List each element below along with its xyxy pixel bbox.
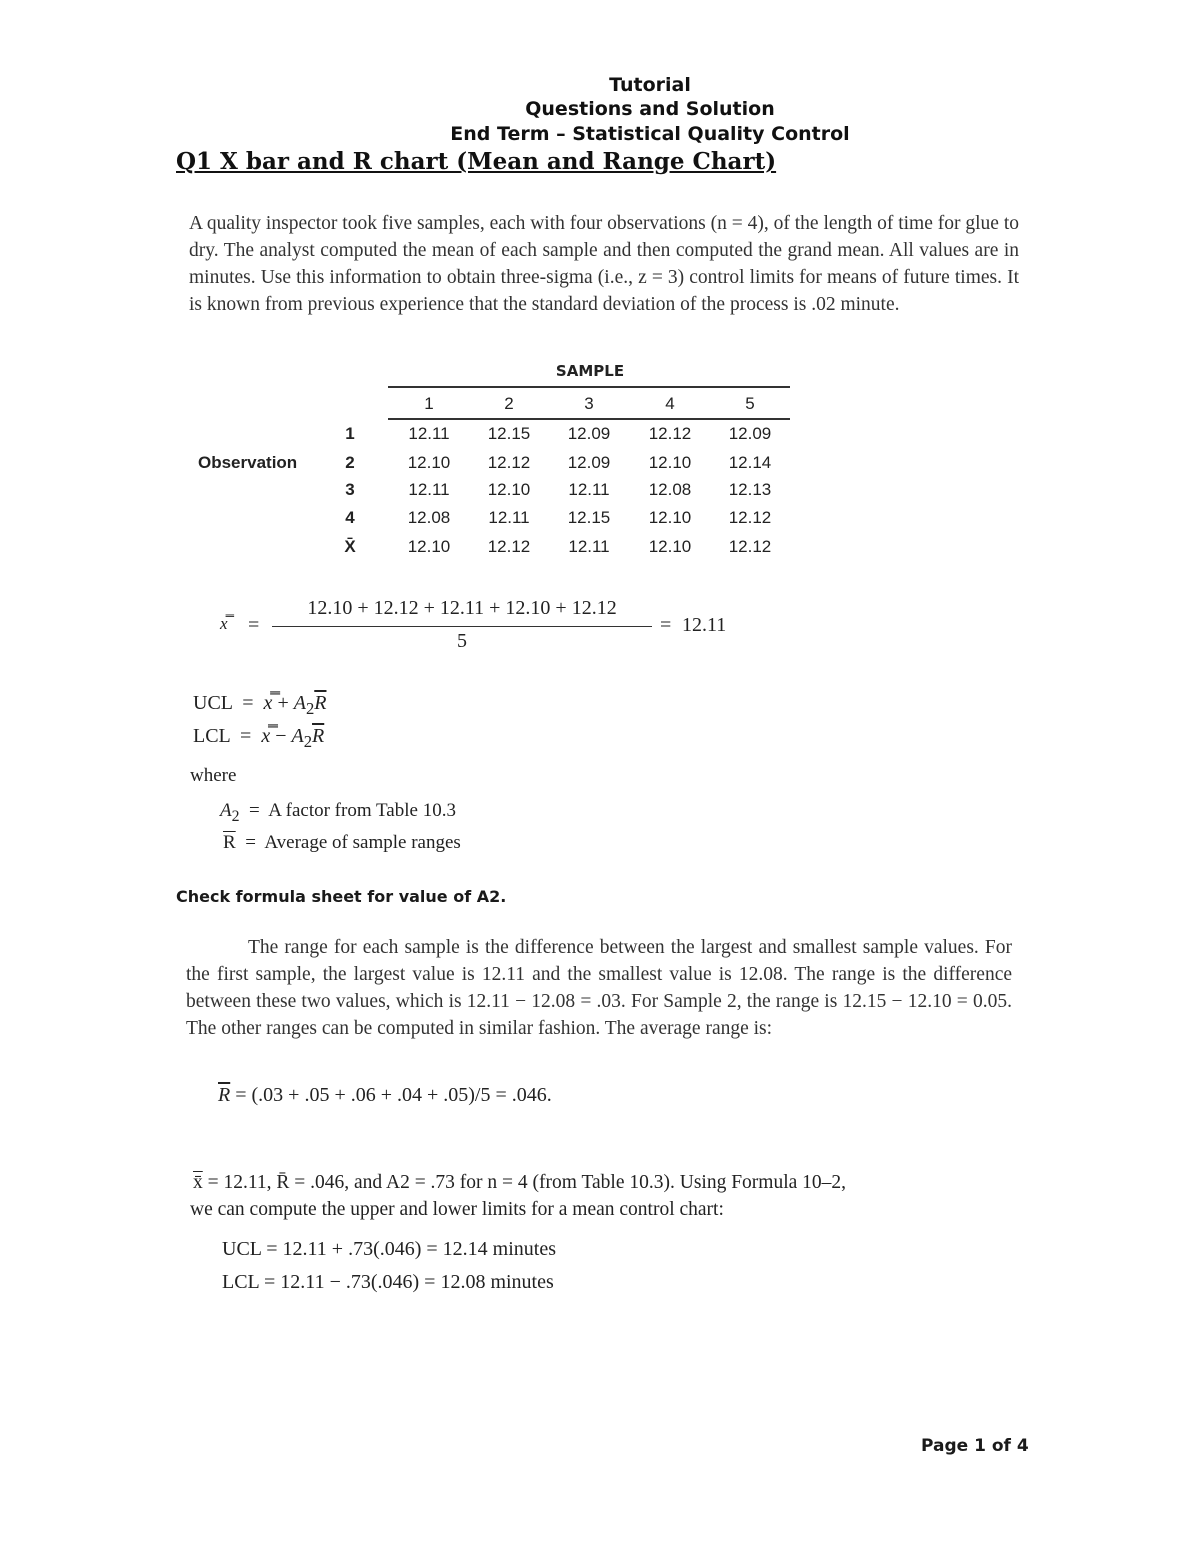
- rbar-definition: $\overline{R}$ = Average of sample ranges: [223, 832, 461, 853]
- equals-sign: =: [248, 614, 260, 636]
- table-cell: 12.14: [728, 453, 772, 472]
- range-paragraph: The range for each sample is the difference between the largest and smallest sample values. For the first sample, the largest value is 12.11 and the smallest value is 12.08. The range is the difference between these two values, which is 12.11 − 12.08 = .03. For Sample 2, the range is 12.15 − 12.10 = 0.05. The other ranges can be computed in similar fashion. The average range is:: [186, 937, 1012, 1039]
- table-cell: 12.10: [487, 480, 531, 499]
- table-top-rule: [388, 386, 790, 388]
- doc-header-line-3: End Term – Statistical Quality Control: [450, 123, 850, 145]
- table-cell: 12.12: [487, 453, 531, 472]
- rbar-definition-text: Average of sample ranges: [264, 832, 461, 853]
- question-title: Q1 X bar and R chart (Mean and Range Chart): [176, 148, 777, 175]
- grand-mean-equation: [220, 597, 740, 660]
- table-cell: 12.11: [568, 480, 610, 499]
- row-label: 3: [345, 480, 355, 499]
- table-cell: 12.11: [568, 537, 610, 556]
- row-label: X̄: [344, 537, 356, 556]
- table-cell: 12.10: [407, 537, 451, 556]
- grand-mean-result: 12.11: [682, 614, 727, 636]
- table-cell: 12.12: [487, 537, 531, 556]
- table-cell: 12.09: [567, 453, 611, 472]
- table-cell: 12.11: [488, 508, 530, 527]
- sample-number: 1: [424, 394, 434, 413]
- summary-line-2: we can compute the upper and lower limits for a mean control chart:: [190, 1199, 724, 1220]
- intro-paragraph: A quality inspector took five samples, each with four observations (n = 4), of the length of time for glue to dry. The analyst computed the mean of each sample and then computed the grand mean. All values are in minutes. Use this information to obtain three-sigma (i.e., z = 3) control limits for means of future times. It is known from previous experience that the standard deviation of the process is .02 minute.: [189, 213, 1019, 315]
- table-cell: 12.08: [648, 480, 692, 499]
- grand-mean-symbol: x̿: [220, 614, 228, 633]
- ucl-result: [222, 1238, 556, 1261]
- sample-header: SAMPLE: [555, 362, 625, 380]
- lcl-result-value: = 12.11 − .73(.046) = 12.08 minutes: [264, 1271, 554, 1293]
- table-cell: 12.12: [728, 508, 772, 527]
- row-label: 2: [345, 453, 355, 472]
- ucl-result-value: = 12.11 + .73(.046) = 12.14 minutes: [266, 1238, 557, 1260]
- table-cell: 12.10: [407, 453, 451, 472]
- sample-number: 3: [584, 394, 594, 413]
- table-header-rule: [388, 418, 790, 420]
- doc-header-line-1: Tutorial: [609, 74, 691, 96]
- table-cell: 12.12: [728, 537, 772, 556]
- summary-line-1-text: = 12.11, R̄ = .046, and A2 = .73 for n = 4 (from Table 10.3). Using Formula 10–2,: [207, 1172, 847, 1193]
- row-label: 4: [345, 508, 355, 527]
- sample-number: 2: [504, 394, 514, 413]
- table-cell: 12.11: [408, 480, 450, 499]
- lcl-result: [222, 1271, 554, 1294]
- lcl-result-label: LCL: [222, 1271, 260, 1293]
- a2-definition: $A_2 = A$ factor from Table 10.3: [220, 800, 456, 825]
- table-cell: 12.12: [648, 424, 692, 443]
- check-formula-note: Check formula sheet for value of A2.: [176, 887, 507, 906]
- summary-line-1: x̄ = 12.11, R̄ = .046, and A2 = .73 for n = 4 (from Table 10.3). Using Formula 10–2,: [193, 1172, 847, 1193]
- lcl-label: LCL: [193, 725, 231, 747]
- table-cell: 12.10: [648, 453, 692, 472]
- rbar-calculation: $\overline{R} = (.03 + .05 + .06 + .04 + .05)/5 = .046$.: [218, 1084, 552, 1106]
- ucl-formula: UCL = x̿ + $A_2\overline{R}$: [193, 692, 327, 718]
- grand-mean-numerator: 12.10 + 12.12 + 12.11 + 12.10 + 12.12: [307, 597, 617, 619]
- where-label: where: [190, 765, 237, 786]
- doc-header-line-2: Questions and Solution: [525, 98, 775, 120]
- table-cell: 12.13: [728, 480, 772, 499]
- table-cell: 12.15: [567, 508, 611, 527]
- lcl-formula: LCL = x̿ − $A_2\overline{R}$: [193, 725, 325, 751]
- table-cell: 12.10: [648, 508, 692, 527]
- table-cell: 12.09: [728, 424, 772, 443]
- grand-mean-denominator: 5: [457, 630, 467, 652]
- table-cell: 12.10: [648, 537, 692, 556]
- a2-definition-text: A factor from Table 10.3: [268, 800, 456, 821]
- fraction-bar: [272, 626, 652, 627]
- page-number: Page 1 of 4: [921, 1436, 1029, 1456]
- sample-number: 5: [745, 394, 755, 413]
- rbar-calculation-text: = (.03 + .05 + .06 + .04 + .05)/5 = .046.: [235, 1084, 552, 1106]
- table-cell: 12.09: [567, 424, 611, 443]
- table-cell: 12.11: [408, 424, 450, 443]
- observation-label: Observation: [198, 453, 298, 472]
- sample-table: [0, 0, 1200, 600]
- equals-sign: =: [660, 614, 672, 636]
- row-label: 1: [345, 424, 355, 443]
- table-cell: 12.08: [407, 508, 451, 527]
- ucl-label: UCL: [193, 692, 233, 714]
- ucl-result-label: UCL: [222, 1238, 262, 1260]
- sample-number: 4: [665, 394, 675, 413]
- table-cell: 12.15: [487, 424, 531, 443]
